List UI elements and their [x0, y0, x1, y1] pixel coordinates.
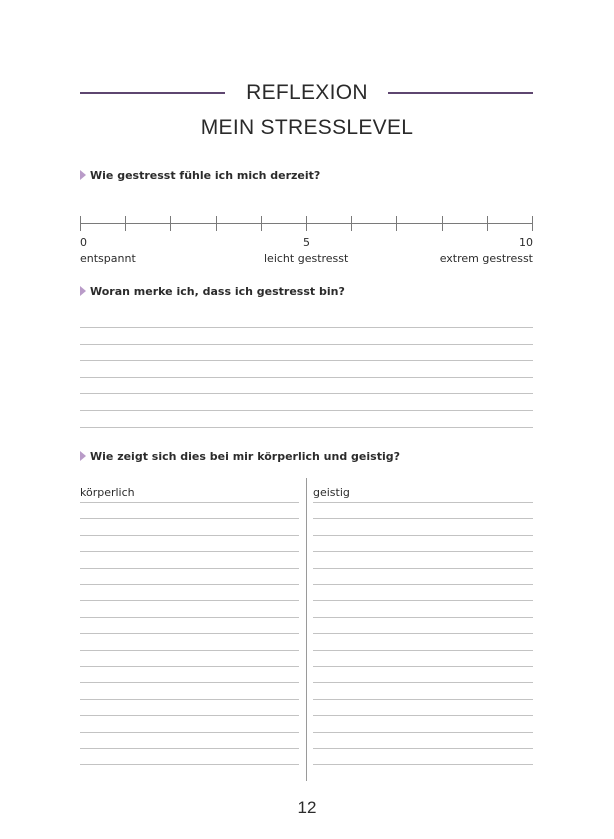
scale-tick[interactable]: [487, 216, 488, 231]
answer-line[interactable]: [80, 535, 299, 536]
question-3-text: Wie zeigt sich dies bei mir körperlich und geistig?: [90, 450, 400, 463]
question-2: [80, 285, 345, 298]
answer-line[interactable]: [80, 732, 299, 733]
answer-line[interactable]: [80, 377, 533, 378]
scale-tick[interactable]: [532, 216, 533, 231]
answer-line[interactable]: [80, 551, 299, 552]
answer-line[interactable]: [80, 344, 533, 345]
answer-line[interactable]: [313, 715, 533, 716]
column-divider: [306, 478, 307, 781]
answer-line[interactable]: [80, 748, 299, 749]
answer-line[interactable]: [80, 650, 299, 651]
scale-low-text: entspannt: [80, 252, 136, 265]
scale-mid-text: leicht gestresst: [264, 252, 349, 265]
answer-line[interactable]: [80, 600, 299, 601]
answer-line[interactable]: [80, 410, 533, 411]
triangle-bullet-icon: [80, 286, 86, 296]
answer-line[interactable]: [313, 617, 533, 618]
answer-line[interactable]: [80, 568, 299, 569]
question-1-text: Wie gestresst fühle ich mich derzeit?: [90, 169, 321, 182]
answer-line[interactable]: [80, 764, 299, 765]
answer-line[interactable]: [80, 715, 299, 716]
column-header-geistig: geistig: [313, 486, 350, 499]
scale-tick[interactable]: [351, 216, 352, 231]
answer-line[interactable]: [313, 584, 533, 585]
question-1: [80, 169, 320, 182]
answer-line[interactable]: [313, 764, 533, 765]
scale-min-label: 0: [80, 236, 87, 249]
scale-tick[interactable]: [396, 216, 397, 231]
answer-line[interactable]: [80, 617, 299, 618]
scale-high-text: extrem gestresst: [439, 252, 533, 265]
answer-line[interactable]: [313, 551, 533, 552]
page-subtitle: MEIN STRESSLEVEL: [200, 116, 414, 139]
answer-line[interactable]: [80, 360, 533, 361]
column-header-koerperlich: körperlich: [80, 486, 135, 499]
answer-line[interactable]: [313, 518, 533, 519]
answer-line[interactable]: [313, 748, 533, 749]
triangle-bullet-icon: [80, 170, 86, 180]
answer-line[interactable]: [313, 502, 533, 503]
answer-line[interactable]: [313, 699, 533, 700]
answer-line[interactable]: [313, 633, 533, 634]
answer-line[interactable]: [313, 650, 533, 651]
scale-tick[interactable]: [261, 216, 262, 231]
scale-tick[interactable]: [125, 216, 126, 231]
scale-mid-label: 5: [303, 236, 310, 249]
answer-line[interactable]: [313, 568, 533, 569]
scale-tick[interactable]: [306, 216, 307, 231]
answer-line[interactable]: [80, 633, 299, 634]
answer-line[interactable]: [313, 682, 533, 683]
answer-line[interactable]: [313, 600, 533, 601]
scale-tick[interactable]: [80, 216, 81, 231]
answer-line[interactable]: [80, 584, 299, 585]
scale-tick[interactable]: [170, 216, 171, 231]
triangle-bullet-icon: [80, 451, 86, 461]
answer-line[interactable]: [80, 518, 299, 519]
page-number: 12: [297, 798, 317, 817]
answer-line[interactable]: [80, 699, 299, 700]
answer-line[interactable]: [80, 327, 533, 328]
question-2-text: Woran merke ich, dass ich gestresst bin?: [90, 285, 345, 298]
answer-line[interactable]: [80, 502, 299, 503]
scale-max-label: 10: [519, 236, 533, 249]
answer-line[interactable]: [313, 732, 533, 733]
scale-tick[interactable]: [442, 216, 443, 231]
answer-line[interactable]: [80, 393, 533, 394]
answer-line[interactable]: [313, 666, 533, 667]
scale-tick[interactable]: [216, 216, 217, 231]
answer-line[interactable]: [80, 427, 533, 428]
answer-line[interactable]: [313, 535, 533, 536]
question-3: [80, 450, 400, 463]
page-title: REFLEXION: [246, 81, 368, 104]
answer-line[interactable]: [80, 666, 299, 667]
answer-line[interactable]: [80, 682, 299, 683]
